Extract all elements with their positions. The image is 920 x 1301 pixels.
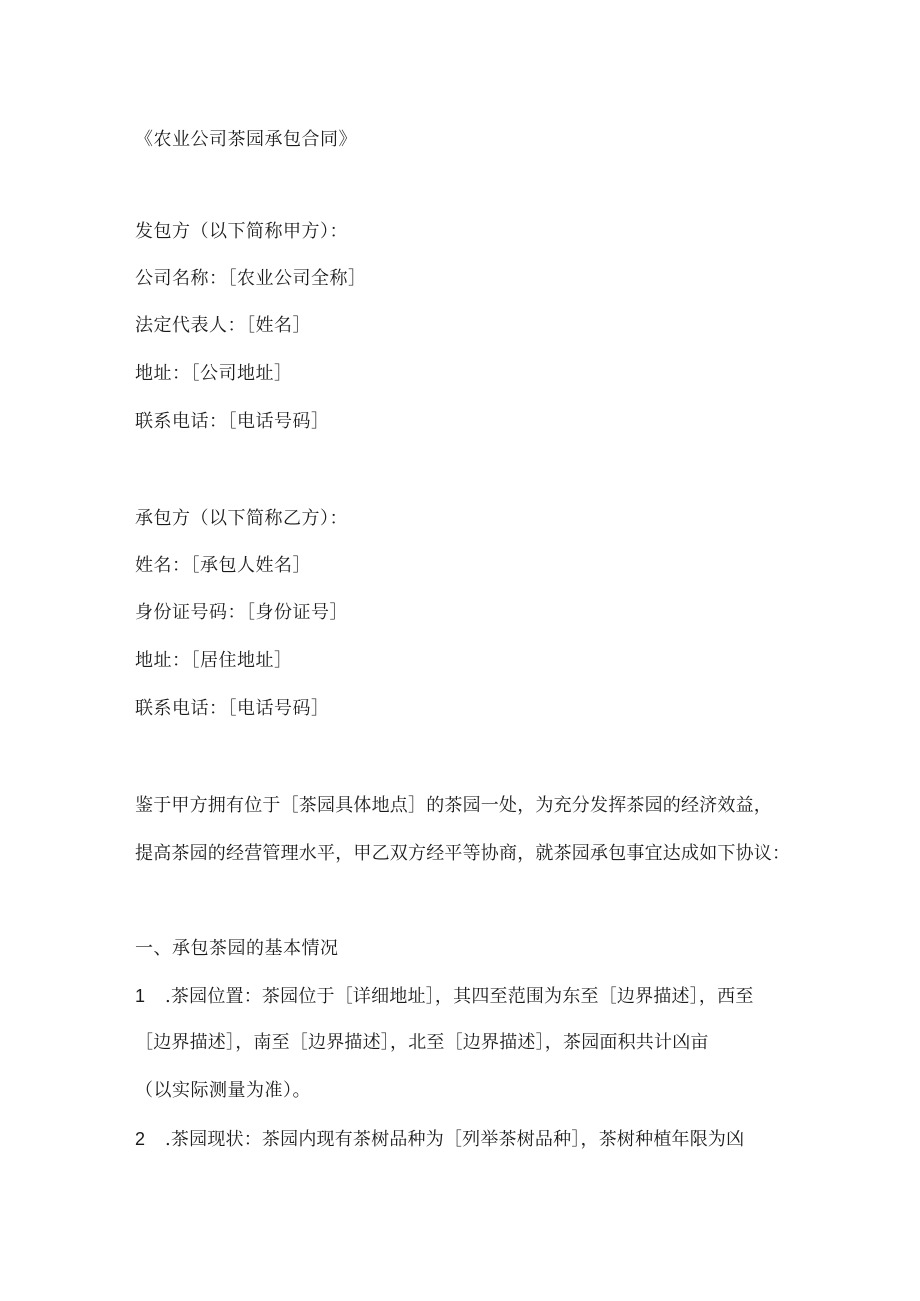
preamble-line-2: 提高茶园的经营管理水平，甲乙双方经平等协商，就茶园承包事宜达成如下协议： xyxy=(135,843,791,864)
party-b-id-number: 身份证号码：［身份证号］ xyxy=(135,602,348,623)
party-a-heading: 发包方（以下简称甲方）： xyxy=(135,221,348,242)
party-b-phone: 联系电话：［电话号码］ xyxy=(135,698,330,719)
item-1-line-2: ［边界描述］，南至［边界描述］，北至［边界描述］，茶园面积共计凶亩 xyxy=(135,1032,709,1053)
item-1-text-1: .茶园位置：茶园位于［详细地址］，其四至范围为东至［边界描述］，西至 xyxy=(165,986,754,1007)
item-1-line-3: （以实际测量为准）。 xyxy=(135,1080,311,1101)
party-b-address: 地址：［居住地址］ xyxy=(135,650,293,671)
preamble-line-1: 鉴于甲方拥有位于［茶园具体地点］的茶园一处，为充分发挥茶园的经济效益， xyxy=(135,795,772,816)
party-a-company: 公司名称：［农业公司全称］ xyxy=(135,268,367,289)
party-a-representative: 法定代表人：［姓名］ xyxy=(135,315,311,336)
item-2-number: 2 xyxy=(135,1129,146,1149)
party-a-phone: 联系电话：［电话号码］ xyxy=(135,411,330,432)
document-title: 《农业公司茶园承包合同》 xyxy=(135,129,357,150)
party-b-name: 姓名：［承包人姓名］ xyxy=(135,555,311,576)
item-2-line-1 xyxy=(135,1127,744,1152)
item-1-number: 1 xyxy=(135,986,146,1006)
item-2-text-1: .茶园现状：茶园内现有茶树品种为［列举茶树品种］，茶树种植年限为凶 xyxy=(165,1129,745,1150)
item-1-line-1 xyxy=(135,984,754,1009)
party-b-heading: 承包方（以下简称乙方）： xyxy=(135,508,348,529)
party-a-address: 地址：［公司地址］ xyxy=(135,363,293,384)
section-1-heading: 一、承包茶园的基本情况 xyxy=(135,938,339,959)
